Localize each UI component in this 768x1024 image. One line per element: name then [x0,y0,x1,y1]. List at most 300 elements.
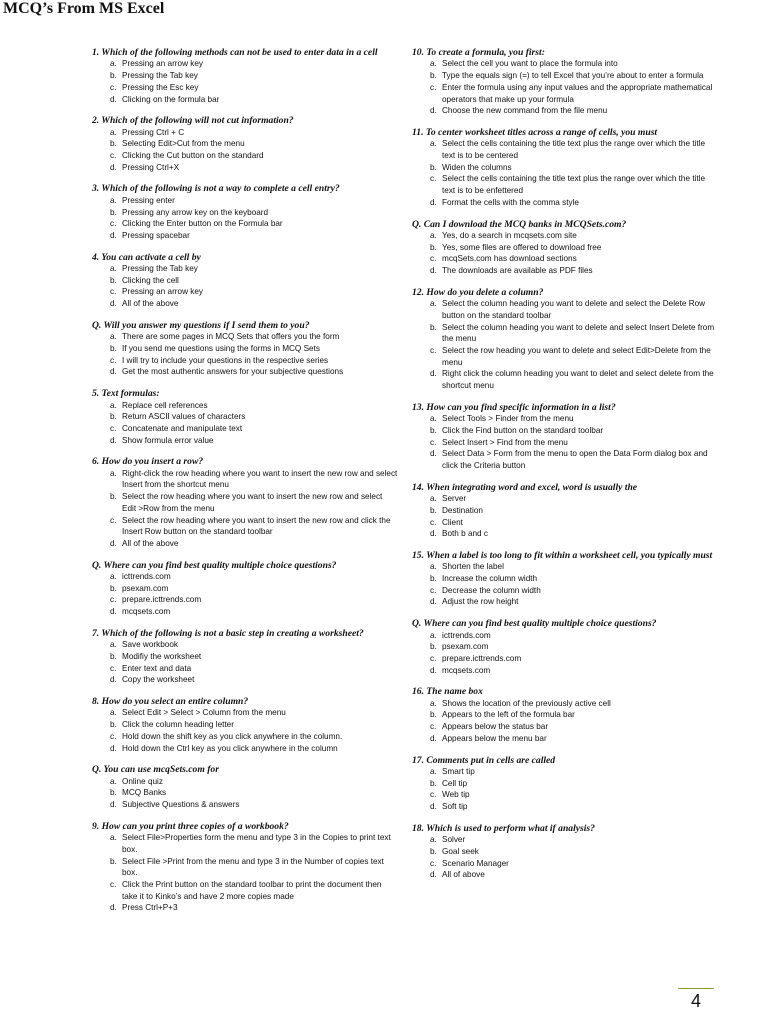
option-text: The downloads are available as PDF files [442,266,593,276]
option-letter: c. [110,219,117,229]
option-letter: c. [110,151,117,161]
answer-option [412,653,718,665]
option-text: Solver [442,835,466,845]
question-block [92,388,398,446]
option-letter: a. [430,767,437,776]
option-letter: a. [430,630,437,640]
option-letter: a. [430,59,437,69]
option-list [92,468,398,550]
question-title: 11. To center worksheet titles across a range of cells, you must [412,126,658,138]
option-text: Select the column heading you want to delete and select Insert Delete from the menu [442,322,715,344]
option-list [92,58,398,105]
answer-option [412,561,718,573]
answer-option [92,195,398,207]
left-column [92,47,398,924]
answer-option [92,298,398,310]
option-letter: c. [110,515,117,525]
option-text: Adjust the row height [442,597,519,607]
answer-option [412,869,718,881]
option-letter: b. [430,322,437,332]
option-text: Shows the location of the previously active cell [442,698,611,708]
option-text: Yes, do a search in mcqsets.com site [442,230,577,240]
question-title: 14. When integrating word and excel, word is usually the [412,481,638,493]
question-title: 7. Which of the following is not a basic step in creating a worksheet? [92,627,364,639]
question-block [412,823,718,881]
option-letter: a. [110,833,117,843]
answer-option [92,571,398,583]
answer-option [412,698,718,710]
option-text: Pressing an arrow key [122,59,203,69]
question-title: 5. Text formulas: [92,388,160,400]
option-text: Clicking on the formula bar [122,94,220,104]
answer-option [412,834,718,846]
option-letter: d. [110,538,117,548]
question-block [412,127,718,209]
option-text: psexam.com [442,642,489,652]
option-text: Appears to the left of the formula bar [442,710,575,720]
option-text: Select the row heading where you want to insert the new row and click the Insert Row button on the standard toolbar [122,515,391,537]
option-letter: a. [110,400,117,410]
answer-option [412,709,718,721]
question-block [92,696,398,754]
option-letter: d. [430,529,437,539]
option-letter: c. [110,731,117,741]
answer-option [92,799,398,811]
answer-option [92,515,398,538]
option-text: Concatenate and manipulate text [122,423,243,433]
option-letter: c. [430,858,437,868]
option-text: Right click the column heading you want to delet and select delete from the shortcut menu [442,369,714,391]
option-letter: a. [430,494,437,504]
option-text: Select Insert > Find from the menu [442,437,568,447]
answer-option [412,493,718,505]
answer-option [92,207,398,219]
question-block [412,618,718,676]
question-block [412,47,718,117]
option-letter: c. [430,437,437,447]
option-text: Select File>Properties form the menu and type 3 in the Copies to print text box. [122,833,391,854]
question-title: 18. Which is used to perform what if analysis? [412,822,595,834]
option-text: Format the cells with the comma style [442,197,579,207]
question-title: 6. How do you insert a row? [92,456,204,468]
question-title: Q. You can use mcqSets.com for [92,764,219,776]
answer-option [92,218,398,230]
option-letter: d. [430,369,437,379]
answer-option [92,162,398,174]
answer-option [92,776,398,788]
option-text: Both b and c [442,529,488,539]
answer-option [92,331,398,343]
answer-option [92,127,398,139]
answer-option [412,573,718,585]
question-title: Q. Will you answer my questions if I send them to you? [92,319,310,331]
question-block [92,47,398,105]
option-text: Cell tip [442,778,468,788]
option-letter: d. [430,733,437,743]
option-text: Get the most authentic answers for your subjective questions [122,367,344,377]
option-list [92,127,398,174]
option-text: Replace cell references [122,400,208,410]
question-title: 2. Which of the following will not cut information? [92,115,294,127]
option-letter: d. [430,802,437,812]
answer-option [412,368,718,391]
answer-option [92,594,398,606]
option-text: If you send me questions using the forms in MCQ Sets [122,343,320,353]
option-text: Press Ctrl+P+3 [122,903,178,913]
answer-option [92,674,398,686]
option-letter: d. [110,675,117,685]
option-letter: a. [110,59,117,69]
question-block [412,550,718,608]
option-text: prepare.icttrends.com [442,653,522,663]
option-list [92,776,398,811]
question-block [412,402,718,472]
option-text: Click the Print button on the standard toolbar to print the document then take it to Kinko’s and have 2 more copies made [122,880,382,901]
answer-option [92,286,398,298]
answer-option [92,94,398,106]
question-title: 17. Comments put in cells are called [412,754,556,766]
option-text: Pressing enter [122,195,175,205]
option-letter: c. [110,287,117,297]
answer-option [92,150,398,162]
option-letter: c. [430,585,437,595]
option-letter: c. [430,82,437,92]
answer-option [92,731,398,743]
option-text: Pressing any arrow key on the keyboard [122,207,269,217]
answer-option [412,298,718,321]
answer-option [92,82,398,94]
answer-option [412,721,718,733]
answer-option [412,528,718,540]
answer-option [412,641,718,653]
answer-option [92,366,398,378]
option-text: icttrends.com [442,630,491,640]
option-letter: a. [430,562,437,572]
option-letter: b. [430,505,437,515]
answer-option [412,265,718,277]
option-letter: b. [110,207,117,217]
option-text: Pressing Ctrl+X [122,162,180,172]
question-title: 16. The name box [412,686,483,698]
question-title: 4. You can activate a cell by [92,251,201,263]
option-letter: c. [430,722,437,732]
answer-option [412,70,718,82]
option-text: Soft tip [442,802,468,812]
option-letter: c. [430,174,437,184]
option-text: Client [442,517,463,527]
question-block [92,320,398,378]
option-letter: c. [430,790,437,800]
option-list [412,834,718,881]
option-letter: b. [430,846,437,856]
option-letter: a. [110,776,117,786]
option-text: Save workbook [122,640,178,650]
option-letter: a. [110,264,117,274]
answer-option [92,606,398,618]
option-list [412,230,718,277]
option-text: Yes, some files are offered to download free [442,242,602,252]
option-text: Appears below the menu bar [442,733,547,743]
option-text: Hold down the Ctrl key as you click anywhere in the column [122,743,338,753]
answer-option [412,242,718,254]
option-text: All of above [442,870,485,880]
question-block [92,628,398,686]
answer-option [92,411,398,423]
option-letter: b. [110,71,117,81]
right-column [412,47,718,891]
option-letter: b. [430,574,437,584]
answer-option [92,583,398,595]
answer-option [412,425,718,437]
option-letter: d. [430,197,437,207]
question-title: 10. To create a formula, you first: [412,47,545,58]
option-letter: b. [430,710,437,720]
answer-option [412,596,718,608]
option-letter: b. [110,492,117,502]
question-title: Q. Where can you find best quality multiple choice questions? [92,559,337,571]
option-letter: d. [110,299,117,309]
option-letter: b. [110,412,117,422]
answer-option [412,846,718,858]
option-letter: b. [110,788,117,798]
option-letter: b. [110,856,117,866]
option-letter: a. [430,835,437,845]
answer-option [412,630,718,642]
answer-option [92,263,398,275]
option-letter: b. [110,343,117,353]
option-letter: d. [110,230,117,240]
option-letter: d. [430,266,437,276]
option-list [412,561,718,608]
option-list [92,400,398,447]
option-text: Select the row heading you want to delete and select Edit>Delete from the menu [442,345,711,367]
option-text: Server [442,494,467,504]
option-text: All of the above [122,299,179,309]
question-title: Q. Can I download the MCQ banks in MCQSets.com? [412,218,627,230]
option-letter: c. [110,423,117,433]
option-text: Enter the formula using any input values and the appropriate mathematical operators that make up your formula [442,82,713,104]
question-block [412,686,718,744]
question-title: 9. How can you print three copies of a workbook? [92,820,289,832]
option-text: Copy the worksheet [122,675,195,685]
option-text: Select File >Print from the menu and type 3 in the Number of copies text box. [122,856,384,878]
option-list [412,138,718,208]
answer-option [92,70,398,82]
option-text: Click the Find button on the standard toolbar [442,425,604,435]
option-list [92,571,398,618]
option-text: icttrends.com [122,572,171,582]
option-letter: b. [110,651,117,661]
question-title: 12. How do you delete a column? [412,286,544,298]
question-block [92,764,398,811]
answer-option [92,719,398,731]
option-list [92,263,398,310]
option-letter: b. [430,425,437,435]
option-list [92,331,398,378]
option-text: Smart tip [442,767,475,776]
option-letter: c. [110,595,117,605]
option-text: prepare.icttrends.com [122,595,202,605]
answer-option [412,162,718,174]
question-title: 13. How can you find specific information in a list? [412,401,616,413]
option-letter: d. [110,743,117,753]
answer-option [412,789,718,801]
option-text: All of the above [122,538,179,548]
option-letter: c. [110,355,117,365]
option-text: Select the row heading where you want to insert the new row and select Edit >Row from the menu [122,492,383,513]
answer-option [92,707,398,719]
question-block [92,252,398,310]
answer-option [92,468,398,491]
answer-option [412,766,718,778]
option-list [92,195,398,242]
question-title: 15. When a label is too long to fit within a worksheet cell, you typically must [412,549,713,561]
answer-option [412,448,718,471]
option-text: MCQ Banks [122,788,167,798]
option-text: Clicking the Cut button on the standard [122,151,264,161]
question-block [92,183,398,241]
option-text: Pressing the Esc key [122,82,199,92]
question-block [412,755,718,813]
option-text: Pressing an arrow key [122,287,203,297]
option-letter: a. [430,299,437,309]
option-letter: b. [430,162,437,172]
option-text: Right-click the row heading where you want to insert the new row and select Insert from the shortcut menu [122,468,398,490]
answer-option [92,58,398,70]
answer-option [412,517,718,529]
option-text: Click the column heading letter [122,720,234,730]
answer-option [412,82,718,105]
option-list [412,58,718,117]
option-letter: b. [430,242,437,252]
option-letter: b. [110,583,117,593]
option-text: Online quiz [122,776,163,786]
question-block [92,560,398,618]
option-letter: c. [430,517,437,527]
option-letter: a. [430,230,437,240]
question-title: Q. Where can you find best quality multiple choice questions? [412,618,657,630]
answer-option [92,538,398,550]
option-text: Choose the new command from the file menu [442,106,608,116]
answer-option [92,355,398,367]
answer-option [412,733,718,745]
option-letter: d. [430,106,437,116]
answer-option [412,585,718,597]
option-text: Type the equals sign (=) to tell Excel that you’re about to enter a formula [442,71,704,81]
answer-option [92,400,398,412]
option-letter: a. [430,698,437,708]
answer-option [412,665,718,677]
option-letter: a. [110,468,117,478]
option-letter: a. [110,332,117,342]
answer-option [412,801,718,813]
option-text: Scenario Manager [442,858,509,868]
option-letter: d. [110,367,117,377]
answer-option [412,858,718,870]
option-letter: a. [110,640,117,650]
option-list [412,413,718,472]
answer-option [92,856,398,879]
option-text: Hold down the shift key as you click anywhere in the column. [122,731,343,741]
answer-option [92,743,398,755]
option-letter: c. [110,82,117,92]
question-block [412,287,718,392]
option-text: Widen the columns [442,162,512,172]
question-title: 3. Which of the following is not a way to complete a cell entry? [92,183,340,195]
option-list [92,707,398,754]
option-list [412,698,718,745]
option-letter: c. [430,653,437,663]
option-text: Destination [442,505,483,515]
option-text: Selecting Edit>Cut from the menu [122,139,245,149]
answer-option [412,253,718,265]
option-text: Select Tools > Finder from the menu [442,414,574,424]
option-letter: a. [110,572,117,582]
option-letter: b. [110,275,117,285]
question-block [92,821,398,914]
answer-option [412,105,718,117]
option-letter: c. [110,663,117,673]
answer-option [92,435,398,447]
answer-option [412,778,718,790]
option-letter: c. [110,880,117,890]
answer-option [412,58,718,70]
option-letter: b. [110,139,117,149]
option-letter: b. [430,778,437,788]
option-text: Web tip [442,790,470,800]
option-text: Decrease the column width [442,585,541,595]
answer-option [92,663,398,675]
question-block [92,456,398,549]
option-letter: d. [110,607,117,617]
option-letter: d. [110,903,117,913]
option-list [412,298,718,392]
option-letter: d. [430,449,437,459]
option-text: Return ASCII values of characters [122,412,246,422]
option-letter: a. [110,708,117,718]
option-text: psexam.com [122,583,169,593]
answer-option [412,197,718,209]
option-letter: b. [430,642,437,652]
option-text: Increase the column width [442,574,538,584]
answer-option [92,423,398,435]
option-letter: b. [110,720,117,730]
option-text: There are some pages in MCQ Sets that offers you the form [122,332,340,342]
option-text: Goal seek [442,846,479,856]
option-text: Select Edit > Select > Column from the menu [122,708,286,718]
option-letter: b. [430,71,437,81]
option-text: Show formula error value [122,435,214,445]
option-letter: d. [110,94,117,104]
question-title: 1. Which of the following methods can not be used to enter data in a cell [92,47,378,58]
answer-option [412,345,718,368]
option-list [92,639,398,686]
option-text: Select Data > Form from the menu to open the Data Form dialog box and click the Criteria button [442,449,708,471]
answer-option [412,138,718,161]
answer-option [92,651,398,663]
option-letter: a. [430,139,437,149]
option-list [412,766,718,813]
option-text: Pressing the Tab key [122,264,198,274]
option-text: Select the column heading you want to delete and select the Delete Row button on the standard toolbar [442,299,706,320]
option-text: Subjective Questions & answers [122,800,240,810]
option-text: Clicking the Enter button on the Formula bar [122,219,283,229]
question-block [412,219,718,277]
answer-option [92,491,398,514]
option-list [412,630,718,677]
option-text: Enter text and data [122,663,192,673]
question-block [92,115,398,173]
